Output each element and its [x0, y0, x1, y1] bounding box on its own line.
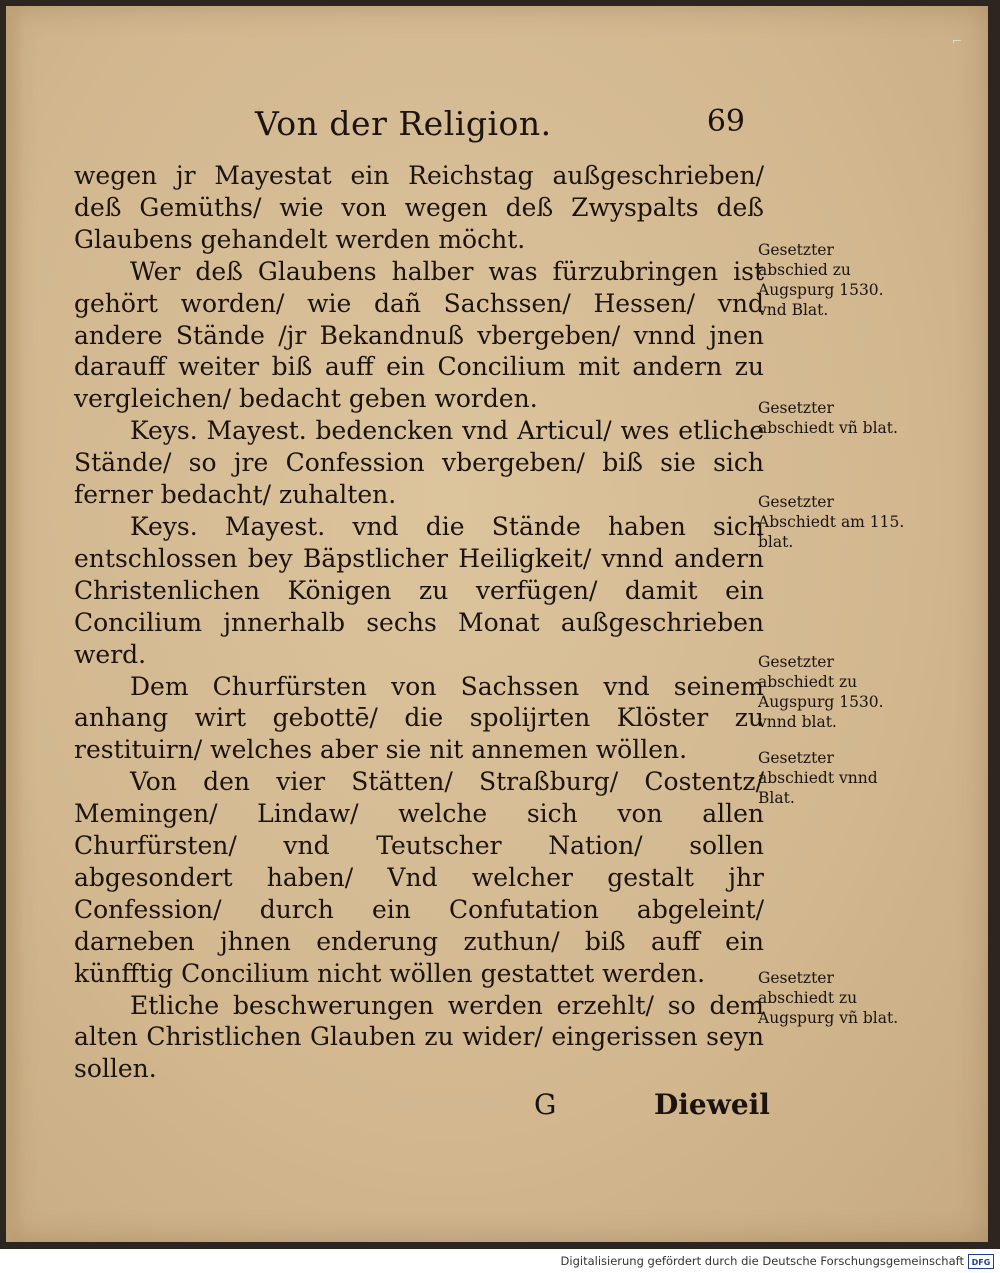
margin-note: Gesetzter abschied zu Augspurg 1530. vnd Blat. [758, 241, 884, 319]
margin-note: Gesetzter abschiedt vñ blat. [758, 399, 898, 437]
credit-text: Digitalisierung gefördert durch die Deutsche Forschungsgemeinschaft [560, 1254, 964, 1268]
page-header [255, 104, 745, 148]
paragraph: Etliche beschwerungen werden erzehlt/ so dem alten Christlichen Glauben zu wider/ eingerissen seyn sollen. [74, 990, 764, 1084]
signature-mark: G [534, 1088, 557, 1121]
paragraph: Dem Churfürsten von Sachssen vnd seinem anhang wirt gebottē/ die spolijrten Klöster zu restituirn/ welches aber sie nit annemen wöllen. [74, 671, 764, 765]
running-title: Von der Religion. [255, 104, 552, 143]
page-number: 69 [706, 104, 745, 139]
paragraph: Wer deß Glaubens halber was fürzubringen ist gehört worden/ wie dañ Sachssen/ Hessen/ vnd andere Stände /jr Bekandnuß vbergeben/ vnnd jnen darauff weiter biß auff ein Concilium mit andern zu vergleichen/ bedacht geben worden. [74, 256, 764, 414]
page-gutter-shadow [6, 6, 24, 1242]
margin-note: Gesetzter abschiedt zu Augspurg 1530. vnnd blat. [758, 653, 884, 731]
corner-mark: ⌐ [952, 34, 963, 48]
paragraph: Von den vier Stätten/ Straßburg/ Costentz/ Memingen/ Lindaw/ welche sich von allen Churfürsten/ vnd Teutscher Nation/ sollen abgesondert haben/ Vnd welcher gestalt jhr Confession/ durch ein Confutation abgeleint/ darneben jhnen enderung zuthun/ biß auff ein künfftig Concilium nicht wöllen gestattet werden. [74, 767, 764, 988]
catchword: Dieweil [654, 1088, 770, 1121]
paragraph: Keys. Mayest. vnd die Stände haben sich entschlossen bey Bäpstlicher Heiligkeit/ vnnd andern Christenlichen Königen zu verfügen/ damit ein Concilium jnnerhalb sechs Monat außgeschrieben werd. [74, 511, 764, 669]
paragraph: Keys. Mayest. bedencken vnd Articul/ wes etliche Stände/ so jre Confession vbergeben/ biß sie sich ferner bedacht/ zuhalten. [74, 416, 764, 510]
paragraph: wegen jr Mayestat ein Reichstag außgeschrieben/ deß Gemüths/ wie von wegen deß Zwyspalts deß Glaubens gehandelt werden möcht. [74, 161, 764, 254]
page-footer [74, 1088, 770, 1128]
dfg-logo-icon: DFG [968, 1254, 994, 1269]
margin-note: Gesetzter abschiedt zu Augspurg vñ blat. [758, 969, 899, 1027]
margin-note: Gesetzter abschiedt vnnd Blat. [758, 749, 878, 807]
credit-bar [0, 1252, 1000, 1273]
margin-note: Gesetzter Abschiedt am 115. blat. [758, 493, 905, 551]
body-text [74, 160, 764, 1085]
